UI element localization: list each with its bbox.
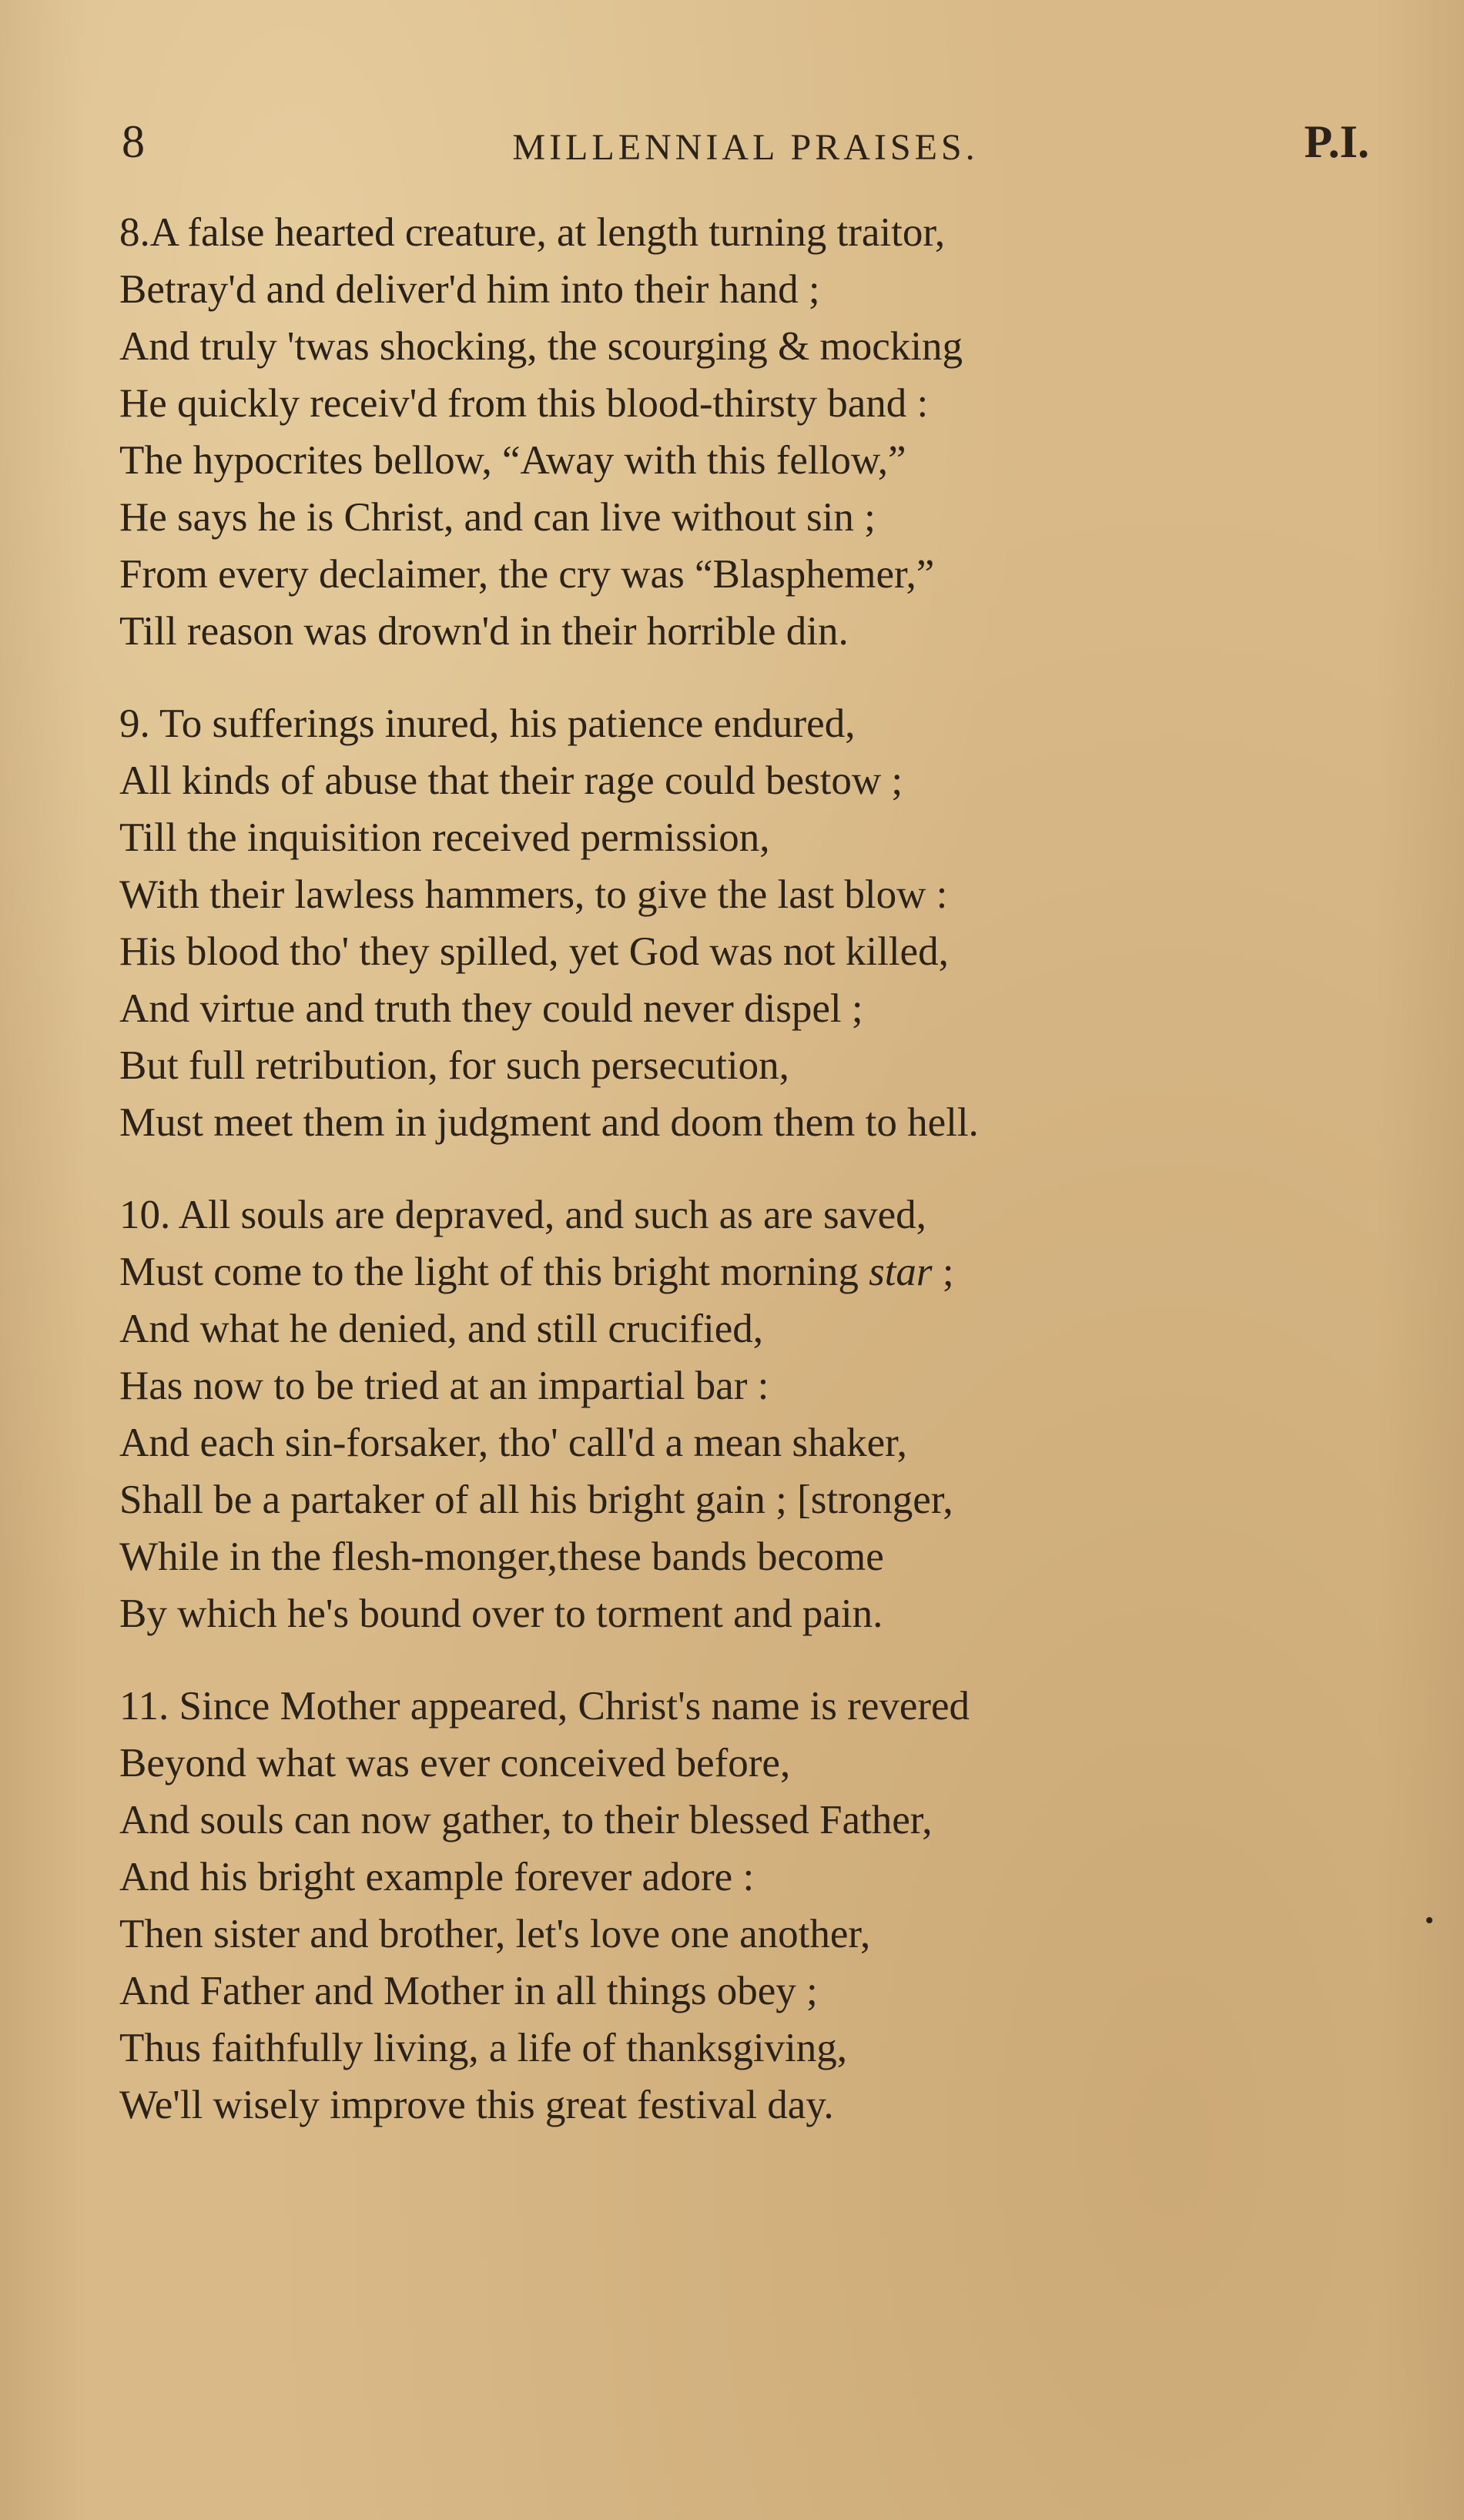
running-title: MILLENNIAL PRAISES.: [512, 127, 979, 168]
verse-line: 9. To sufferings inured, his patience endured,: [119, 701, 856, 746]
stanza-9: [119, 695, 1382, 1151]
stanza-8: [119, 204, 1382, 660]
italic-star-word: star: [869, 1250, 933, 1294]
verse-line: 8.A false hearted creature, at length turning traitor,: [119, 210, 946, 255]
page-number: 8: [122, 116, 145, 167]
verse-line: And what he denied, and still crucified,: [119, 1307, 763, 1351]
verse-line-with-star: [119, 1243, 1382, 1300]
verse-line: Till the inquisition received permission,: [119, 815, 770, 860]
verse-line: Has now to be tried at an impartial bar :: [119, 1364, 769, 1408]
verse-line: Shall be a partaker of all his bright gain ; [stronger,: [119, 1478, 953, 1522]
verse-line-text: Must come to the light of this bright morning: [119, 1250, 869, 1294]
verse-line: He says he is Christ, and can live without sin ;: [119, 495, 876, 540]
verse-line: 11. Since Mother appeared, Christ's name is revered: [119, 1684, 970, 1729]
verse-line: His blood tho' they spilled, yet God was not killed,: [119, 929, 949, 974]
verse-line: He quickly receiv'd from this blood-thirsty band :: [119, 381, 929, 426]
verse-line: And his bright example forever adore :: [119, 1855, 755, 1899]
verse-line: And virtue and truth they could never dispel ;: [119, 986, 863, 1031]
stanza-10: [119, 1186, 1382, 1642]
verse-line: The hypocrites bellow, “Away with this fellow,”: [119, 438, 906, 483]
verse-line: Must meet them in judgment and doom them to hell.: [119, 1100, 979, 1145]
verse-line: While in the flesh-monger,these bands become: [119, 1534, 884, 1579]
verse-line: We'll wisely improve this great festival day.: [119, 2083, 834, 2127]
verse-line: All kinds of abuse that their rage could bestow ;: [119, 758, 903, 803]
verse-line: Till reason was drown'd in their horrible din.: [119, 609, 849, 654]
verse-line: But full retribution, for such persecution,: [119, 1043, 789, 1088]
verse-line: With their lawless hammers, to give the last blow :: [119, 872, 948, 917]
verse-line: Betray'd and deliver'd him into their hand ;: [119, 267, 820, 312]
ink-speck: [1426, 1917, 1432, 1923]
verse-line: From every declaimer, the cry was “Blasphemer,”: [119, 552, 935, 597]
part-label: P.I.: [1304, 116, 1369, 167]
verse-line: And each sin-forsaker, tho' call'd a mean shaker,: [119, 1421, 907, 1465]
verse-line: Beyond what was ever conceived before,: [119, 1741, 791, 1785]
verse-line: Then sister and brother, let's love one another,: [119, 1912, 871, 1956]
verse-line: And souls can now gather, to their blessed Father,: [119, 1798, 933, 1842]
stanza-11: [119, 1678, 1382, 2133]
page-header: [122, 115, 1369, 177]
verse-line: And truly 'twas shocking, the scourging & mocking: [119, 324, 963, 369]
verse-line: By which he's bound over to torment and pain.: [119, 1591, 883, 1636]
verse-line-punctuation: ;: [932, 1250, 954, 1294]
verse-line: 10. All souls are depraved, and such as are saved,: [119, 1193, 926, 1237]
verse-line: And Father and Mother in all things obey ;: [119, 1969, 818, 2013]
hymn-text: [119, 204, 1382, 2169]
verse-line: Thus faithfully living, a life of thanksgiving,: [119, 2026, 848, 2070]
